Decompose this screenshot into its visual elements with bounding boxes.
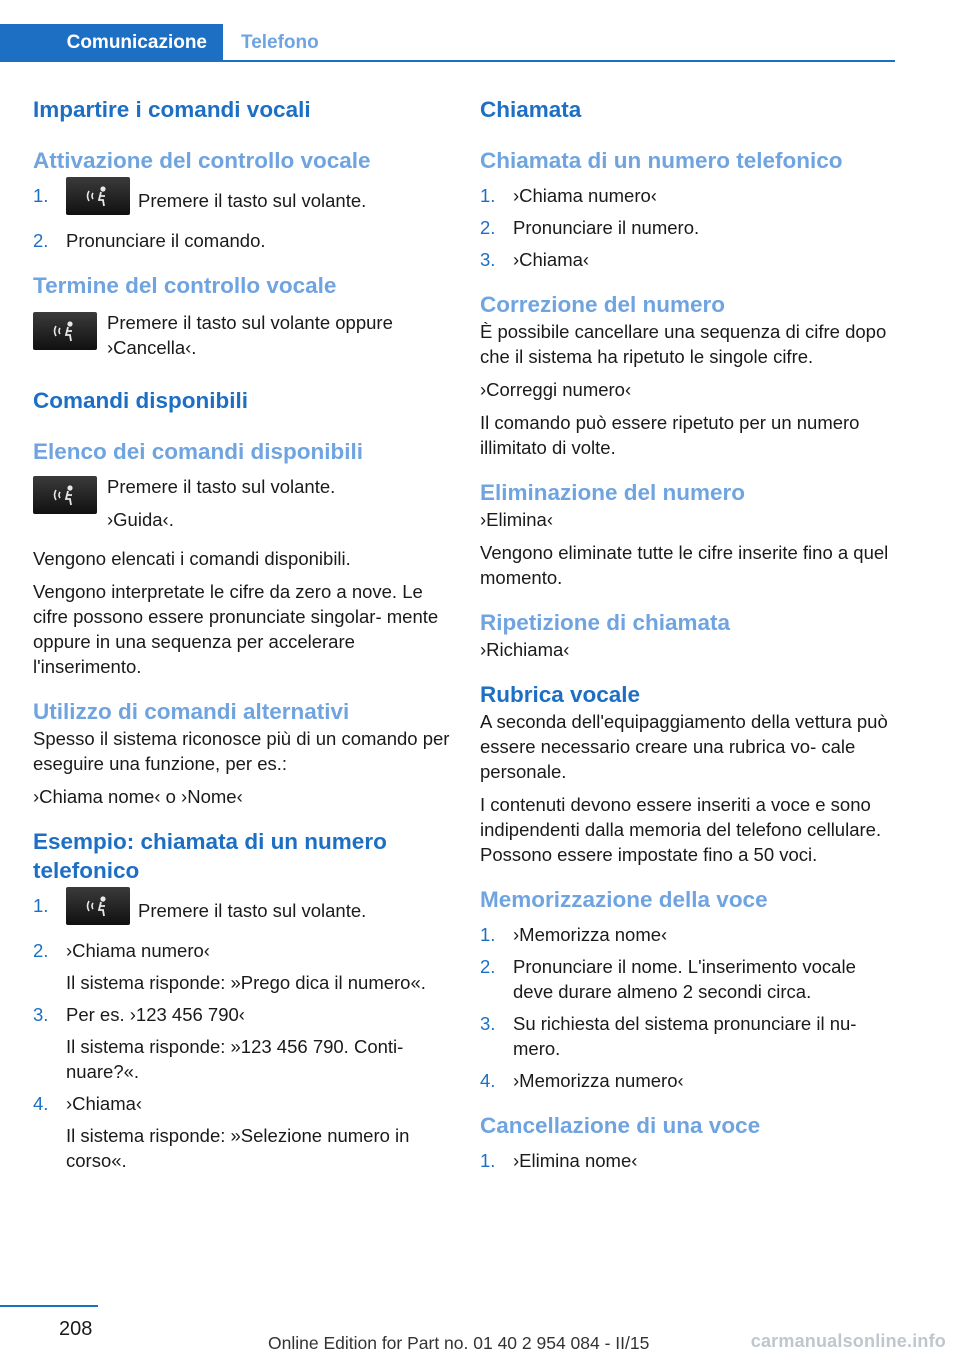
heading-utilizzo: Utilizzo di comandi alternativi (33, 699, 350, 724)
heading-chiamata: Chiamata (480, 97, 582, 122)
step-number: 3. (480, 249, 496, 270)
left-column (33, 95, 451, 1180)
right-column (480, 95, 895, 1180)
heading-impartire: Impartire i comandi vocali (33, 97, 311, 122)
step-text: ›Chiama‹ (66, 1093, 143, 1114)
paragraph-rubrica: A seconda dell'equipaggiamento della vettura può essere necessario creare una rubrica vo‐ cale personale. (480, 711, 888, 782)
page-number: 208 (59, 1318, 93, 1340)
footer-divider (0, 1305, 98, 1307)
list-item (480, 247, 895, 272)
paragraph-ripetuto: Il comando può essere ripetuto per un numero illimitato di volte. (480, 412, 860, 458)
step-text: Premere il tasto sul volante. (138, 189, 367, 211)
heading-attivazione: Attivazione del controllo vocale (33, 148, 371, 173)
step-text: Per es. ›123 456 790‹ (66, 1004, 245, 1025)
header-tabbar (0, 24, 895, 62)
heading-cancellazione: Cancellazione di una voce (480, 1113, 761, 1138)
voice-button-icon (33, 476, 97, 514)
step-number: 1. (480, 185, 496, 206)
tab-telefono[interactable]: Telefono (241, 32, 319, 53)
step-number: 3. (480, 1013, 496, 1034)
elenco-text-1: Premere il tasto sul volante. (107, 476, 336, 497)
step-response: Il sistema risponde: »Selezione numero in corso«. (66, 1125, 410, 1171)
step-number: 3. (33, 1004, 49, 1025)
step-text: ›Chiama numero‹ (66, 940, 210, 961)
step-number: 2. (480, 217, 496, 238)
list-item (480, 1068, 895, 1093)
voice-button-icon (66, 887, 130, 925)
step-number: 4. (480, 1070, 496, 1091)
paragraph-correggi: ›Correggi numero‹ (480, 379, 632, 400)
list-item (480, 1011, 895, 1061)
heading-chiamata-numero: Chiamata di un numero telefonico (480, 148, 843, 173)
edition-text: Online Edition for Part no. 01 40 2 954 084 - II/15 (268, 1333, 650, 1353)
list-item (33, 1091, 451, 1173)
cancellazione-steps (480, 1148, 895, 1173)
step-text: Premere il tasto sul volante. (138, 899, 367, 921)
step-text: Pronunciare il nome. L'inserimento vocale deve durare almeno 2 secondi circa. (513, 956, 856, 1002)
step-text: ›Chiama‹ (513, 249, 590, 270)
step-number: 1. (33, 895, 49, 916)
header-divider (0, 60, 895, 62)
list-item (480, 922, 895, 947)
step-number: 2. (33, 940, 49, 961)
step-number: 1. (480, 924, 496, 945)
list-item (33, 183, 451, 221)
list-item (33, 893, 451, 931)
step-number: 4. (33, 1093, 49, 1114)
step-number: 2. (33, 230, 49, 251)
step-text: ›Chiama numero‹ (513, 185, 657, 206)
termine-row (33, 310, 451, 360)
heading-eliminazione: Eliminazione del numero (480, 480, 746, 505)
paragraph-eliminate: Vengono eliminate tutte le cifre inserite fino a quel momento. (480, 542, 889, 588)
attivazione-steps (33, 183, 451, 253)
list-item (480, 1148, 895, 1173)
esempio-steps (33, 893, 451, 1173)
heading-ripetizione: Ripetizione di chiamata (480, 610, 731, 635)
elenco-row (33, 474, 451, 532)
tab-comunicazione[interactable]: Comunicazione (0, 24, 223, 62)
voice-button-icon (33, 312, 97, 350)
heading-termine: Termine del controllo vocale (33, 273, 337, 298)
elenco-text-2: ›Guida‹. (107, 509, 174, 530)
heading-esempio: Esempio: chiamata di un numero telefonico (33, 829, 387, 883)
step-response: Il sistema risponde: »123 456 790. Conti‐ nuare?«. (66, 1036, 404, 1082)
step-number: 1. (480, 1150, 496, 1171)
step-response: Il sistema risponde: »Prego dica il numero«. (66, 972, 426, 993)
heading-comandi: Comandi disponibili (33, 388, 248, 413)
heading-rubrica: Rubrica vocale (480, 682, 641, 707)
paragraph-elencati: Vengono elencati i comandi disponibili. (33, 548, 351, 569)
list-item (33, 938, 451, 995)
step-text: ›Memorizza nome‹ (513, 924, 668, 945)
watermark: carmanualsonline.info (750, 1331, 946, 1351)
list-item (33, 228, 451, 253)
step-text: ›Memorizza numero‹ (513, 1070, 684, 1091)
paragraph-richiama: ›Richiama‹ (480, 639, 570, 660)
paragraph-spesso: Spesso il sistema riconosce più di un comando per eseguire una funzione, per es.: (33, 728, 450, 774)
heading-memorizzazione: Memorizzazione della voce (480, 887, 768, 912)
elenco-texts (107, 474, 335, 532)
list-item (480, 183, 895, 208)
paragraph-correzione: È possibile cancellare una sequenza di cifre dopo che il sistema ha ripetuto le singole cifre. (480, 321, 887, 367)
step-number: 2. (480, 956, 496, 977)
list-item (33, 1002, 451, 1084)
paragraph-chiama-nome: ›Chiama nome‹ o ›Nome‹ (33, 786, 243, 807)
memorizzazione-steps (480, 922, 895, 1093)
step-text: Pronunciare il comando. (66, 230, 266, 251)
step-text: Su richiesta del sistema pronunciare il nu‐ mero. (513, 1013, 857, 1059)
voice-button-icon (66, 177, 130, 215)
list-item (480, 215, 895, 240)
step-text: ›Elimina nome‹ (513, 1150, 638, 1171)
paragraph-interpretate: Vengono interpretate le cifre da zero a nove. Le cifre possono essere pronunciate singolar‐ mente oppure in una sequenza per accelerare l'inserimento. (33, 581, 439, 677)
chiamata-steps (480, 183, 895, 272)
step-text: Pronunciare il numero. (513, 217, 700, 238)
list-item (480, 954, 895, 1004)
heading-correzione: Correzione del numero (480, 292, 726, 317)
paragraph-elimina: ›Elimina‹ (480, 509, 553, 530)
termine-text: Premere il tasto sul volante oppure ›Cancella‹. (107, 312, 393, 358)
paragraph-contenuti: I contenuti devono essere inseriti a voce e sono indipendenti dalla memoria del telefono cellulare. Possono essere impostate fino a 50 voci. (480, 794, 882, 865)
heading-elenco: Elenco dei comandi disponibili (33, 439, 364, 464)
step-number: 1. (33, 185, 49, 206)
